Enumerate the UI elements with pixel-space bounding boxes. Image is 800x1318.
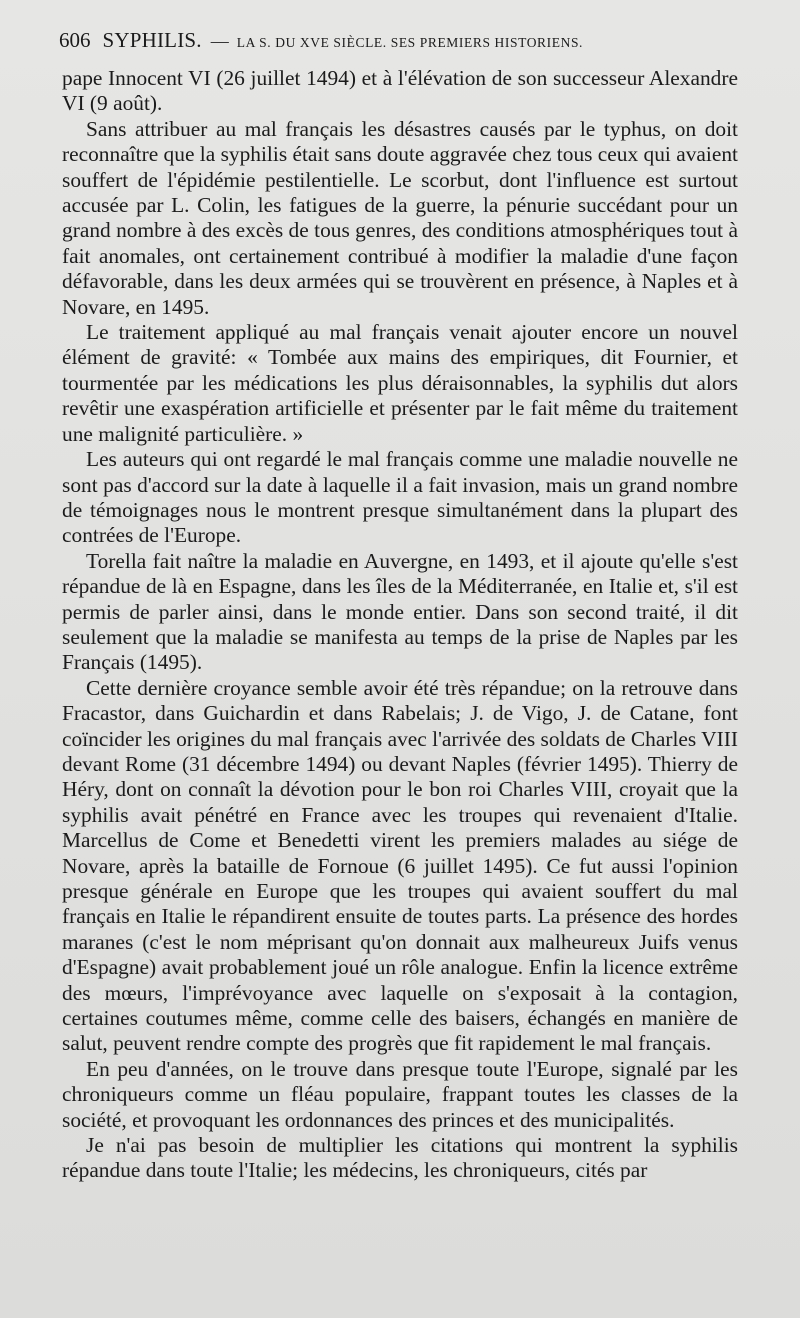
- running-subtitle: LA S. DU XVE SIÈCLE. SES PREMIERS HISTORIENS.: [236, 35, 584, 50]
- running-header: [59, 28, 738, 64]
- page-number: 606: [59, 28, 91, 52]
- running-title: SYPHILIS.: [102, 28, 202, 52]
- body-text: [62, 66, 738, 1184]
- paragraph-continuation: pape Innocent VI (26 juillet 1494) et à l'élévation de son successeur Alexandre VI (9 août).: [62, 66, 738, 116]
- paragraph: En peu d'années, on le trouve dans presque toute l'Europe, signalé par les chroniqueurs comme un fléau populaire, frappant toutes les classes de la société, et provoquant les ordonnances des princes et des municipalités.: [62, 1056, 738, 1132]
- paragraph: Les auteurs qui ont regardé le mal français comme une maladie nouvelle ne sont pas d'accord sur la date à laquelle il a fait invasion, mais un grand nombre de témoignages nous le montrent presque simultanément dans la plupart des contrées de l'Europe.: [62, 447, 738, 548]
- paragraph: Sans attribuer au mal français les désastres causés par le typhus, on doit reconnaître que la syphilis était sans doute aggravée chez tous ceux qui avaient souffert de l'épidémie pestilentielle. Le scorbut, dont l'influence est surtout accusée par L. Colin, les fatigues de la guerre, la pénurie succédant pour un grand nombre à des excès de tous genres, des conditions atmosphériques tout à fait anomales, ont certainement contribué à modifier la maladie d'une façon défavorable, dans les deux armées qui se trouvèrent en présence, à Naples et à Novare, en 1495.: [62, 116, 738, 319]
- paragraph: Torella fait naître la maladie en Auvergne, en 1493, et il ajoute qu'elle s'est répandue de là en Espagne, dans les îles de la Méditerranée, en Italie et, s'il est permis de parler ainsi, dans le monde entier. Dans son second traité, il dit seulement que la maladie se manifesta au temps de la prise de Naples par les Français (1495).: [62, 548, 738, 675]
- paragraph: Le traitement appliqué au mal français venait ajouter encore un nouvel élément de gravité: « Tombée aux mains des empiriques, dit Fournier, et tourmentée par les médications les plus déraisonnables, la syphilis dut alors revêtir une exaspération artificielle et présenter par le fait même du traitement une malignité particulière. »: [62, 320, 738, 446]
- paragraph: Cette dernière croyance semble avoir été très répandue; on la retrouve dans Fracastor, dans Guichardin et dans Rabelais; J. de Vigo, J. de Catane, font coïncider les origines du mal français avec l'arrivée des soldats de Charles VIII devant Rome (31 décembre 1494) ou devant Naples (février 1495). Thierry de Héry, dont on connaît la dévotion pour le bon roi Charles VIII, croyait que la syphilis avait pénétré en France avec les troupes qui revenaient d'Italie. Marcellus de Come et Benedetti virent les premiers malades au siége de Novare, après la bataille de Fornoue (6 juillet 1495). Ce fut aussi l'opinion presque générale en Europe que les troupes qui avaient souffert du mal français en Italie le répandirent ensuite de toutes parts. La présence des hordes maranes (c'est le nom méprisant qu'on donnait aux malheureux Juifs venus d'Espagne) avait probablement joué un rôle analogue. Enfin la licence extrême des mœurs, l'imprévoyance avec laquelle on s'exposait à la contagion, certaines coutumes même, comme celle des baisers, échangés en manière de salut, peuvent rendre compte des progrès que fit rapidement le mal français.: [62, 675, 738, 1056]
- paragraph: Je n'ai pas besoin de multiplier les citations qui montrent la syphilis répandue dans toute l'Italie; les médecins, les chroniqueurs, cités par: [62, 1133, 738, 1183]
- header-dash: —: [210, 31, 229, 51]
